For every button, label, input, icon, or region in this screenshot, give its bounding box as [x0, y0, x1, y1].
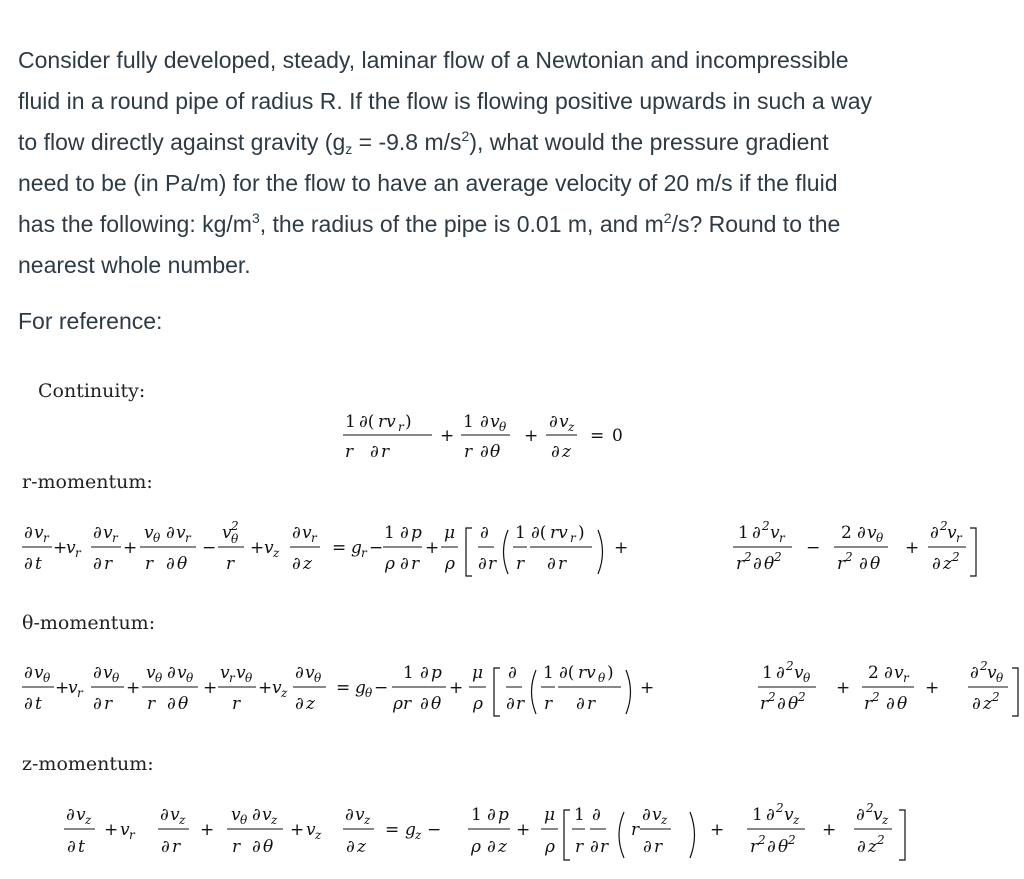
svg-text:r: r — [43, 531, 49, 545]
svg-text:r: r — [654, 837, 663, 857]
svg-text:∂(: ∂( — [559, 663, 575, 683]
svg-text:r: r — [311, 531, 317, 545]
continuity-heading: Continuity: — [38, 380, 146, 402]
svg-text:∂: ∂ — [24, 694, 33, 714]
svg-text:r: r — [575, 837, 584, 857]
svg-text:z: z — [415, 828, 422, 842]
svg-text:r: r — [903, 671, 909, 685]
svg-text:∂: ∂ — [24, 663, 33, 683]
svg-text:p: p — [498, 805, 509, 825]
svg-text:∂(: ∂( — [531, 523, 547, 543]
svg-text:ρ: ρ — [385, 554, 395, 574]
svg-text:r: r — [172, 837, 181, 857]
svg-text:r: r — [75, 546, 81, 560]
svg-text:r: r — [147, 694, 156, 714]
svg-text:v: v — [262, 805, 272, 825]
question-line-5-a: has the following: kg/m — [18, 211, 252, 237]
svg-text:r: r — [145, 554, 154, 574]
svg-text:∂: ∂ — [643, 837, 652, 857]
svg-text:z: z — [793, 813, 800, 827]
svg-text:v: v — [236, 663, 246, 683]
svg-text:r: r — [104, 554, 113, 574]
svg-text:t: t — [78, 837, 85, 857]
svg-text:p: p — [411, 523, 422, 543]
svg-text:+: + — [516, 820, 531, 840]
question-line-4: need to be (in Pa/m) for the flow to have an average velocity of 20 m/s if the fluid — [18, 170, 838, 196]
svg-text:r: r — [411, 554, 420, 574]
svg-text:θ: θ — [314, 671, 322, 685]
question-line-3-c: ), what would the pressure gradient — [469, 129, 829, 155]
svg-text:r: r — [345, 442, 354, 462]
svg-text:∂: ∂ — [292, 554, 301, 574]
svg-text:r: r — [129, 828, 135, 842]
svg-text:∂: ∂ — [252, 837, 261, 857]
svg-text:r: r — [587, 694, 596, 714]
svg-text:=: = — [590, 426, 605, 446]
svg-text:ρ: ρ — [471, 837, 481, 857]
svg-text:r: r — [398, 420, 404, 434]
svg-text:rv: rv — [378, 412, 396, 432]
svg-text:z: z — [303, 554, 312, 574]
svg-text:∂: ∂ — [166, 554, 175, 574]
svg-text:+: + — [640, 678, 655, 698]
svg-text:θ: θ — [788, 694, 799, 714]
svg-text:z: z — [364, 813, 371, 827]
svg-text:∂: ∂ — [480, 412, 489, 432]
svg-text:v: v — [264, 538, 274, 558]
svg-text:θ: θ — [153, 531, 161, 545]
svg-text:∂: ∂ — [487, 837, 496, 857]
svg-text:2: 2 — [940, 519, 948, 533]
svg-text:+: + — [203, 678, 218, 698]
svg-text:v: v — [222, 523, 232, 543]
svg-text:r: r — [750, 837, 759, 857]
svg-text:t: t — [35, 554, 42, 574]
svg-text:v: v — [770, 523, 780, 543]
svg-text:r: r — [837, 554, 846, 574]
svg-text:r: r — [112, 531, 118, 545]
svg-text:∂: ∂ — [930, 523, 939, 543]
svg-text:∂: ∂ — [480, 442, 489, 462]
svg-text:2: 2 — [845, 550, 853, 564]
svg-text:θ: θ — [240, 813, 248, 827]
svg-text:r: r — [544, 694, 553, 714]
svg-text:∂: ∂ — [478, 554, 487, 574]
svg-text:z: z — [281, 686, 288, 700]
svg-text:+: + — [449, 678, 464, 698]
svg-text:r: r — [558, 554, 567, 574]
svg-text:+: + — [925, 678, 940, 698]
svg-text:rv: rv — [578, 663, 596, 683]
svg-text:∂: ∂ — [857, 523, 866, 543]
svg-text:∂: ∂ — [487, 805, 496, 825]
svg-text:g: g — [405, 820, 416, 840]
svg-text:∂: ∂ — [346, 837, 355, 857]
svg-text:v: v — [68, 678, 78, 698]
svg-text:∂: ∂ — [93, 694, 102, 714]
svg-text:=: = — [336, 678, 351, 698]
svg-text:∂: ∂ — [400, 523, 409, 543]
theta-momentum-heading: θ-momentum: — [22, 612, 156, 634]
svg-text:2: 2 — [762, 519, 770, 533]
gravity-subscript: z — [345, 141, 353, 157]
gravity-unit-exponent: 2 — [461, 128, 470, 144]
svg-text:z: z — [357, 837, 366, 857]
svg-text:z: z — [498, 837, 507, 857]
svg-text:r: r — [104, 694, 113, 714]
svg-text:r: r — [956, 531, 962, 545]
svg-text:∂: ∂ — [886, 694, 895, 714]
z-momentum-equation — [0, 790, 1024, 875]
svg-text:r: r — [600, 837, 609, 857]
svg-text:z: z — [315, 828, 322, 842]
svg-text:+: + — [290, 820, 305, 840]
svg-text:1: 1 — [762, 663, 773, 683]
svg-text:v: v — [144, 523, 154, 543]
svg-text:1: 1 — [463, 412, 474, 432]
svg-text:∂: ∂ — [161, 837, 170, 857]
svg-text:1: 1 — [515, 523, 526, 543]
svg-text:z: z — [179, 813, 186, 827]
svg-text:2: 2 — [877, 833, 885, 847]
svg-text:∂: ∂ — [295, 694, 304, 714]
svg-text:r: r — [464, 442, 473, 462]
svg-text:v: v — [306, 820, 316, 840]
svg-text:r: r — [570, 531, 576, 545]
svg-text:v: v — [784, 805, 794, 825]
svg-text:μ: μ — [544, 805, 556, 825]
svg-text:v: v — [559, 412, 569, 432]
svg-text:2: 2 — [768, 690, 776, 704]
svg-text:z: z — [983, 694, 992, 714]
svg-text:2: 2 — [866, 801, 874, 815]
svg-text:r: r — [226, 554, 235, 574]
svg-text:v: v — [867, 523, 877, 543]
svg-text:v: v — [947, 523, 957, 543]
svg-text:2: 2 — [798, 690, 806, 704]
svg-text:∂: ∂ — [508, 663, 517, 683]
svg-text:θ: θ — [490, 442, 501, 462]
svg-text:r: r — [516, 694, 525, 714]
svg-text:∂: ∂ — [549, 412, 558, 432]
svg-text:v: v — [76, 805, 86, 825]
svg-text:∂: ∂ — [345, 805, 354, 825]
reference-label: For reference: — [18, 308, 163, 334]
svg-text:v: v — [66, 538, 76, 558]
svg-text:v: v — [177, 663, 187, 683]
svg-text:∂: ∂ — [551, 442, 560, 462]
svg-text:2: 2 — [786, 659, 794, 673]
svg-text:θ: θ — [186, 671, 194, 685]
question-line-5-b: , the radius of the pipe is 0.01 m, and m — [259, 211, 664, 237]
svg-text:r: r — [760, 694, 769, 714]
svg-text:z: z — [868, 837, 877, 857]
svg-text:∂: ∂ — [547, 554, 556, 574]
question-line-6: nearest whole number. — [18, 252, 251, 278]
svg-text:∂: ∂ — [292, 523, 301, 543]
svg-text:∂: ∂ — [776, 663, 785, 683]
svg-text:θ: θ — [876, 531, 884, 545]
svg-text:): ) — [578, 523, 585, 543]
svg-text:∂: ∂ — [160, 805, 169, 825]
svg-text:+: + — [440, 426, 455, 446]
svg-text:2: 2 — [992, 690, 1000, 704]
svg-text:∂: ∂ — [167, 694, 176, 714]
svg-text:2: 2 — [776, 801, 784, 815]
svg-text:∂: ∂ — [480, 523, 489, 543]
svg-text:+: + — [200, 820, 215, 840]
svg-text:∂: ∂ — [592, 805, 601, 825]
svg-text:): ) — [607, 663, 614, 683]
svg-text:2: 2 — [774, 550, 782, 564]
svg-text:∂: ∂ — [856, 805, 865, 825]
svg-text:1: 1 — [345, 412, 356, 432]
svg-text:r: r — [488, 554, 497, 574]
svg-text:v: v — [170, 805, 180, 825]
svg-text:θ: θ — [803, 671, 811, 685]
svg-text:∂: ∂ — [857, 837, 866, 857]
svg-text:∂: ∂ — [24, 523, 33, 543]
svg-text:r: r — [516, 554, 525, 574]
svg-text:−: − — [427, 820, 442, 840]
svg-text:θ: θ — [177, 554, 188, 574]
svg-text:v: v — [305, 663, 315, 683]
svg-text:z: z — [306, 694, 315, 714]
svg-text:−: − — [202, 538, 217, 558]
svg-text:2: 2 — [980, 659, 988, 673]
svg-text:p: p — [431, 663, 442, 683]
svg-text:∂: ∂ — [370, 442, 379, 462]
svg-text:∂: ∂ — [642, 805, 651, 825]
svg-text:θ: θ — [778, 837, 789, 857]
svg-text:θ: θ — [245, 671, 253, 685]
svg-text:θ: θ — [897, 694, 908, 714]
svg-text:v: v — [176, 523, 186, 543]
svg-text:2: 2 — [841, 523, 852, 543]
svg-text:+: + — [123, 538, 138, 558]
theta-momentum-equation — [0, 650, 1024, 725]
svg-text:+: + — [822, 820, 837, 840]
svg-text:θ: θ — [870, 554, 881, 574]
svg-text:+: + — [126, 678, 141, 698]
svg-text:v: v — [490, 412, 500, 432]
svg-text:v: v — [987, 663, 997, 683]
svg-text:v: v — [103, 523, 113, 543]
svg-text:z: z — [882, 813, 889, 827]
question-line-3-a: to flow directly against gravity (g — [18, 129, 346, 155]
svg-text:+: + — [614, 538, 629, 558]
svg-text:v: v — [794, 663, 804, 683]
svg-text:r: r — [232, 837, 241, 857]
svg-text:): ) — [405, 412, 412, 432]
svg-text:1: 1 — [384, 523, 395, 543]
svg-text:2: 2 — [231, 519, 239, 533]
question-line-2: fluid in a round pipe of radius R. If the flow is flowing positive upwards in such a way — [18, 88, 872, 114]
svg-text:θ: θ — [598, 671, 606, 685]
svg-text:2: 2 — [744, 550, 752, 564]
svg-text:∂: ∂ — [167, 663, 176, 683]
svg-text:∂: ∂ — [752, 523, 761, 543]
svg-text:z: z — [661, 813, 668, 827]
svg-text:t: t — [35, 694, 42, 714]
r-momentum-heading: r-momentum: — [22, 471, 153, 493]
svg-text:μ: μ — [472, 663, 484, 683]
svg-text:r: r — [864, 694, 873, 714]
svg-text:∂: ∂ — [420, 663, 429, 683]
svg-text:2: 2 — [758, 833, 766, 847]
svg-text:∂: ∂ — [767, 837, 776, 857]
svg-text:+: + — [425, 538, 440, 558]
svg-text:∂: ∂ — [93, 554, 102, 574]
svg-text:r: r — [381, 442, 390, 462]
svg-text:1: 1 — [752, 805, 763, 825]
svg-text:∂: ∂ — [970, 663, 979, 683]
svg-text:∂: ∂ — [884, 663, 893, 683]
question-line-3-b: = -9.8 m/s — [352, 129, 462, 155]
question-line-3 — [18, 122, 1022, 163]
svg-text:z: z — [273, 546, 280, 560]
svg-text:v: v — [873, 805, 883, 825]
svg-text:∂: ∂ — [753, 554, 762, 574]
svg-text:ρr: ρr — [393, 694, 412, 714]
svg-text:v: v — [272, 678, 282, 698]
svg-text:∂: ∂ — [972, 694, 981, 714]
svg-text:∂: ∂ — [420, 694, 429, 714]
svg-text:∂: ∂ — [93, 523, 102, 543]
svg-text:θ: θ — [43, 671, 51, 685]
svg-text:r: r — [736, 554, 745, 574]
svg-text:∂: ∂ — [400, 554, 409, 574]
svg-text:+: + — [258, 678, 273, 698]
svg-text:z: z — [568, 420, 575, 434]
svg-text:∂: ∂ — [590, 837, 599, 857]
svg-text:1: 1 — [471, 805, 482, 825]
svg-text:θ: θ — [499, 420, 507, 434]
svg-text:θ: θ — [263, 837, 274, 857]
svg-text:z: z — [85, 813, 92, 827]
svg-text:∂: ∂ — [506, 694, 515, 714]
svg-text:v: v — [231, 805, 241, 825]
svg-text:+: + — [710, 820, 725, 840]
svg-text:θ: θ — [996, 671, 1004, 685]
svg-text:v: v — [302, 523, 312, 543]
question-line-5-c: /s? Round to the — [671, 211, 841, 237]
question-line-5 — [18, 204, 1022, 245]
svg-text:0: 0 — [612, 426, 623, 446]
svg-text:r: r — [361, 546, 367, 560]
density-unit-exponent: 3 — [251, 210, 260, 226]
svg-text:∂(: ∂( — [359, 412, 375, 432]
svg-text:rv: rv — [550, 523, 568, 543]
z-momentum-heading: z-momentum: — [22, 753, 154, 775]
svg-text:−: − — [369, 538, 384, 558]
svg-text:∂: ∂ — [252, 805, 261, 825]
svg-text:z: z — [943, 554, 952, 574]
svg-text:+: + — [250, 538, 265, 558]
svg-text:v: v — [355, 805, 365, 825]
svg-text:1: 1 — [543, 663, 554, 683]
svg-text:v: v — [120, 820, 130, 840]
svg-text:r: r — [232, 694, 241, 714]
svg-text:v: v — [894, 663, 904, 683]
question-text — [18, 40, 1022, 286]
svg-text:−: − — [374, 678, 389, 698]
svg-text:μ: μ — [444, 523, 456, 543]
svg-text:∂: ∂ — [66, 805, 75, 825]
svg-text:g: g — [355, 678, 366, 698]
r-momentum-equation — [0, 510, 1024, 585]
question-line-1: Consider fully developed, steady, laminar flow of a Newtonian and incompressible — [18, 47, 849, 73]
svg-text:+: + — [55, 678, 70, 698]
svg-text:∂: ∂ — [932, 554, 941, 574]
svg-text:∂: ∂ — [859, 554, 868, 574]
svg-text:ρ: ρ — [473, 694, 483, 714]
svg-text:r: r — [229, 671, 235, 685]
svg-text:2: 2 — [952, 550, 960, 564]
svg-text:=: = — [332, 538, 347, 558]
svg-text:θ: θ — [178, 694, 189, 714]
svg-text:θ: θ — [155, 671, 163, 685]
svg-text:2: 2 — [872, 690, 880, 704]
svg-text:1: 1 — [738, 523, 749, 543]
svg-text:v: v — [652, 805, 662, 825]
svg-text:θ: θ — [231, 532, 239, 546]
svg-text:ρ: ρ — [545, 837, 555, 857]
svg-text:+: + — [524, 426, 539, 446]
svg-text:∂: ∂ — [777, 694, 786, 714]
svg-text:r: r — [77, 686, 83, 700]
svg-text:g: g — [351, 538, 362, 558]
svg-text:θ: θ — [431, 694, 442, 714]
svg-text:−: − — [806, 538, 821, 558]
svg-text:z: z — [271, 813, 278, 827]
svg-text:r: r — [631, 820, 640, 840]
svg-text:∂: ∂ — [295, 663, 304, 683]
svg-text:θ: θ — [764, 554, 775, 574]
svg-text:∂: ∂ — [766, 805, 775, 825]
svg-text:θ: θ — [112, 671, 120, 685]
svg-text:+: + — [905, 538, 920, 558]
svg-text:+: + — [104, 820, 119, 840]
svg-text:θ: θ — [365, 686, 373, 700]
svg-text:v: v — [103, 663, 113, 683]
continuity-equation — [0, 400, 1024, 470]
svg-text:∂: ∂ — [576, 694, 585, 714]
svg-text:1: 1 — [403, 663, 414, 683]
svg-text:+: + — [53, 538, 68, 558]
svg-text:r: r — [185, 531, 191, 545]
svg-text:∂: ∂ — [93, 663, 102, 683]
svg-text:v: v — [220, 663, 230, 683]
svg-text:∂: ∂ — [24, 554, 33, 574]
svg-text:ρ: ρ — [445, 554, 455, 574]
svg-text:=: = — [385, 820, 400, 840]
svg-text:v: v — [146, 663, 156, 683]
svg-text:v: v — [34, 663, 44, 683]
svg-text:v: v — [34, 523, 44, 543]
svg-text:2: 2 — [788, 833, 796, 847]
svg-text:z: z — [562, 442, 571, 462]
svg-text:2: 2 — [868, 663, 879, 683]
svg-text:+: + — [836, 678, 851, 698]
svg-text:∂: ∂ — [166, 523, 175, 543]
svg-text:r: r — [779, 531, 785, 545]
svg-text:1: 1 — [574, 805, 585, 825]
viscosity-unit-exponent: 2 — [663, 210, 672, 226]
svg-text:∂: ∂ — [67, 837, 76, 857]
